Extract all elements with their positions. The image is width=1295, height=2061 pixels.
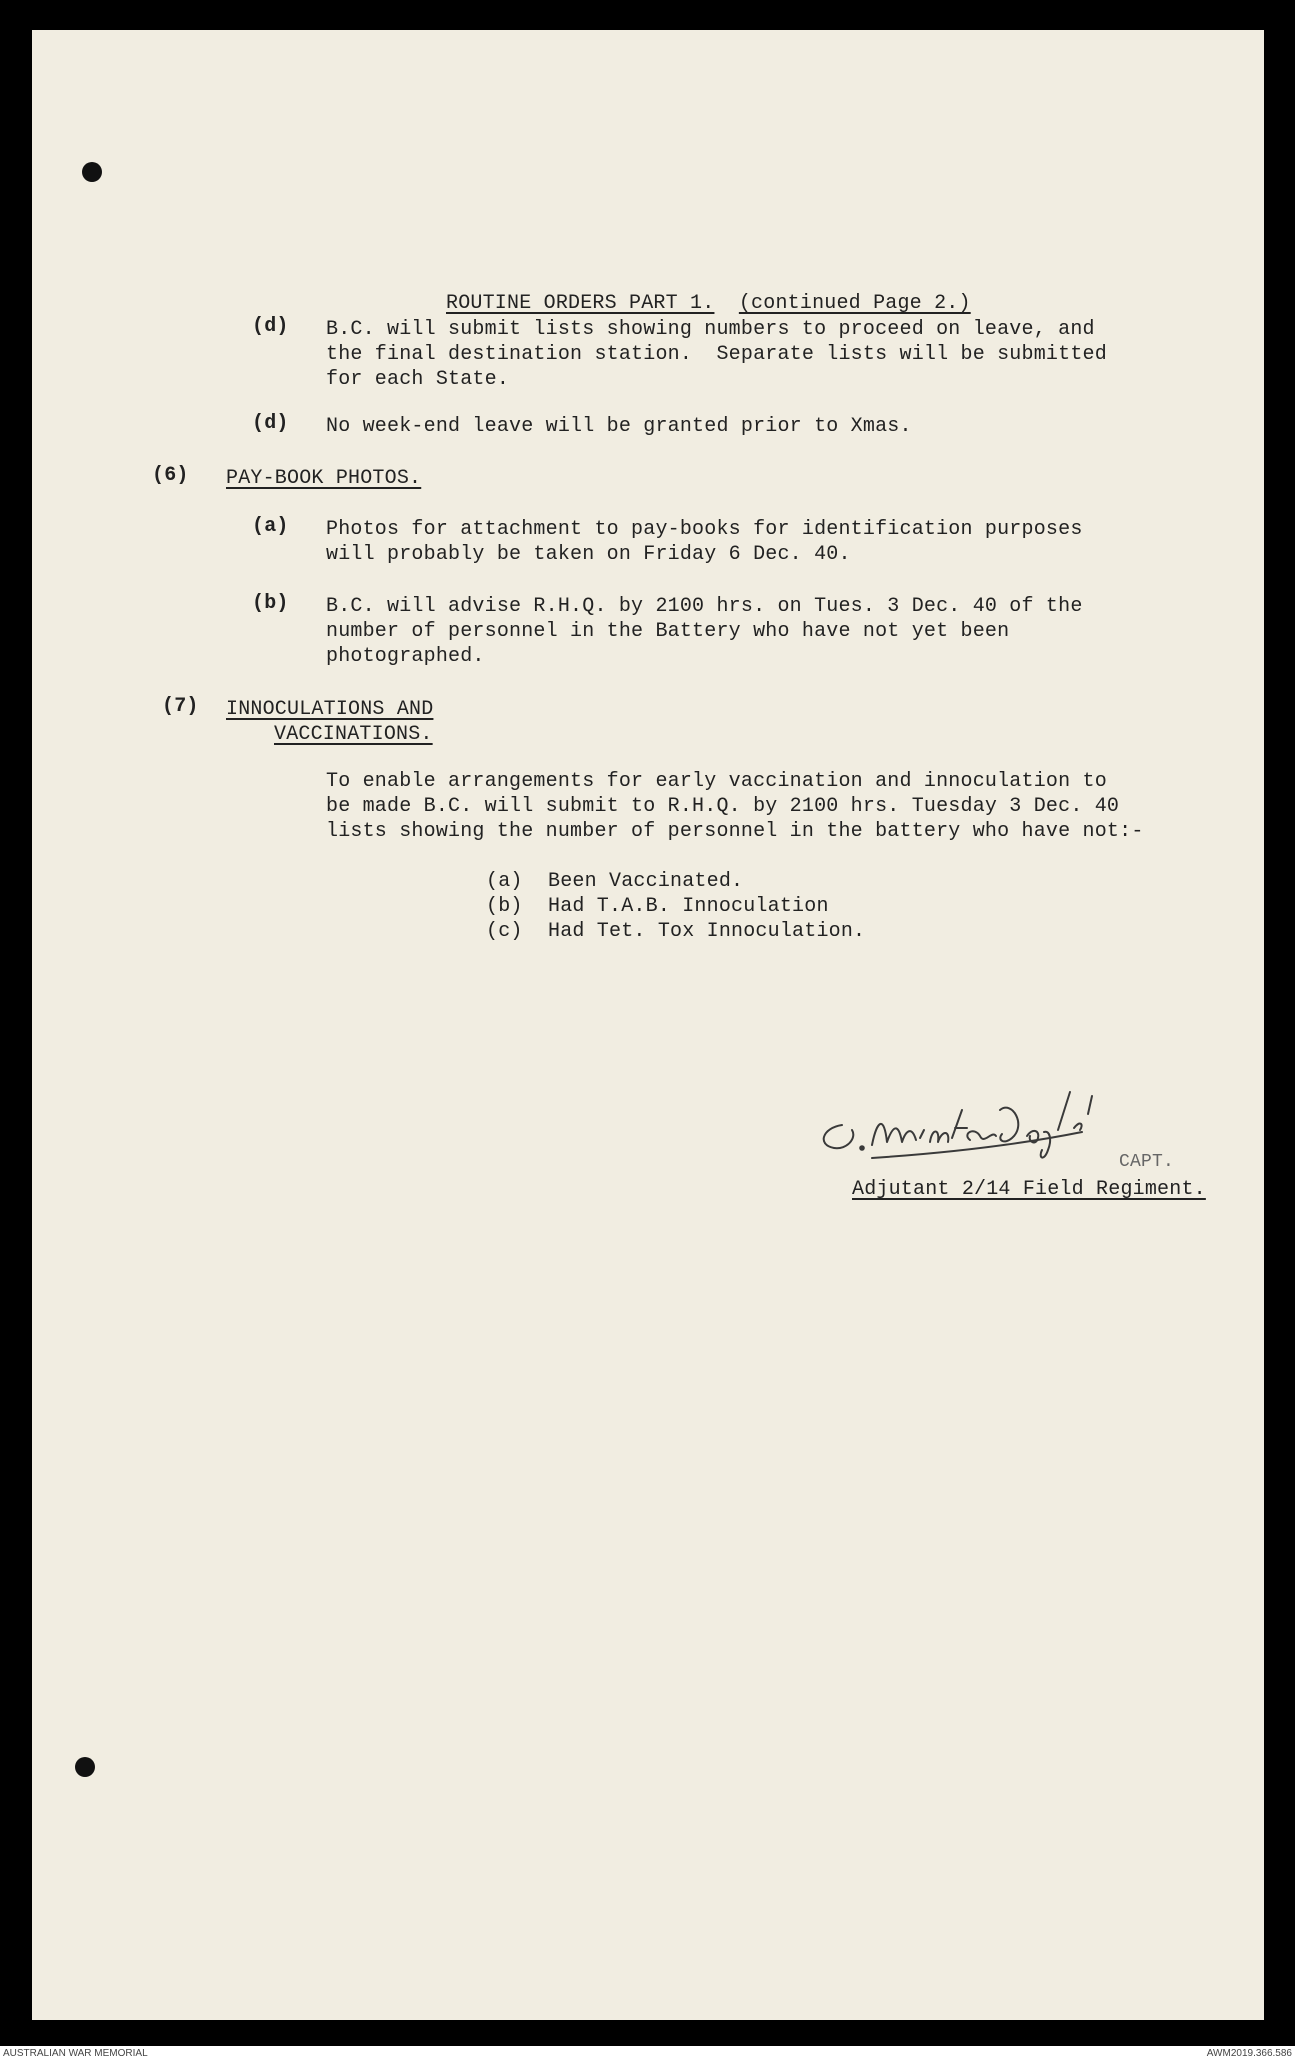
section-paragraph-line: To enable arrangements for early vaccination and innoculation to — [326, 770, 1107, 793]
section-item-line: will probably be taken on Friday 6 Dec. 40. — [326, 543, 851, 566]
signatory-position: Adjutant 2/14 Field Regiment. — [852, 1178, 1206, 1201]
leave-item-label: (d) — [252, 412, 289, 435]
document-page — [32, 30, 1264, 2020]
section-item-label: (b) — [252, 592, 289, 615]
section-paragraph-line: be made B.C. will submit to R.H.Q. by 2100 hrs. Tuesday 3 Dec. 40 — [326, 795, 1120, 818]
section-heading: PAY-BOOK PHOTOS. — [226, 467, 422, 490]
section-number: (7) — [162, 695, 199, 718]
leave-item-line: for each State. — [326, 368, 510, 391]
list-item-label: (a) — [486, 870, 523, 893]
signatory-rank: CAPT. — [1119, 1152, 1175, 1172]
section-heading: INNOCULATIONS AND — [226, 698, 434, 721]
leave-item-label: (d) — [252, 315, 289, 338]
leave-item-line: B.C. will submit lists showing numbers to proceed on leave, and — [326, 318, 1095, 341]
list-item-text: Had T.A.B. Innoculation — [548, 895, 829, 918]
list-item-label: (b) — [486, 895, 523, 918]
section-number: (6) — [152, 464, 189, 487]
document-title-continued: (continued Page 2.) — [738, 292, 971, 315]
footer-strip — [0, 2046, 1295, 2061]
section-item-line: number of personnel in the Battery who have not yet been — [326, 620, 1010, 643]
section-item-line: photographed. — [326, 645, 485, 668]
leave-item-line: No week-end leave will be granted prior to Xmas. — [326, 415, 912, 438]
punch-hole-bottom — [75, 1757, 95, 1777]
punch-hole-top — [82, 162, 102, 182]
document-title-line — [446, 292, 971, 315]
list-item-text: Had Tet. Tox Innoculation. — [548, 920, 866, 943]
document-title: ROUTINE ORDERS PART 1. — [446, 292, 715, 315]
section-item-label: (a) — [252, 515, 289, 538]
section-paragraph-line: lists showing the number of personnel in the battery who have not:- — [326, 820, 1144, 843]
leave-item-line: the final destination station. Separate lists will be submitted — [326, 343, 1107, 366]
handwritten-signature — [812, 1050, 1162, 1170]
section-heading: VACCINATIONS. — [274, 723, 433, 746]
list-item-text: Been Vaccinated. — [548, 870, 744, 893]
section-item-line: B.C. will advise R.H.Q. by 2100 hrs. on Tues. 3 Dec. 40 of the — [326, 595, 1083, 618]
footer-left-text: AUSTRALIAN WAR MEMORIAL — [3, 2048, 148, 2059]
footer-right-text: AWM2019.366.586 — [1206, 2048, 1292, 2059]
list-item-label: (c) — [486, 920, 523, 943]
section-item-line: Photos for attachment to pay-books for identification purposes — [326, 518, 1083, 541]
